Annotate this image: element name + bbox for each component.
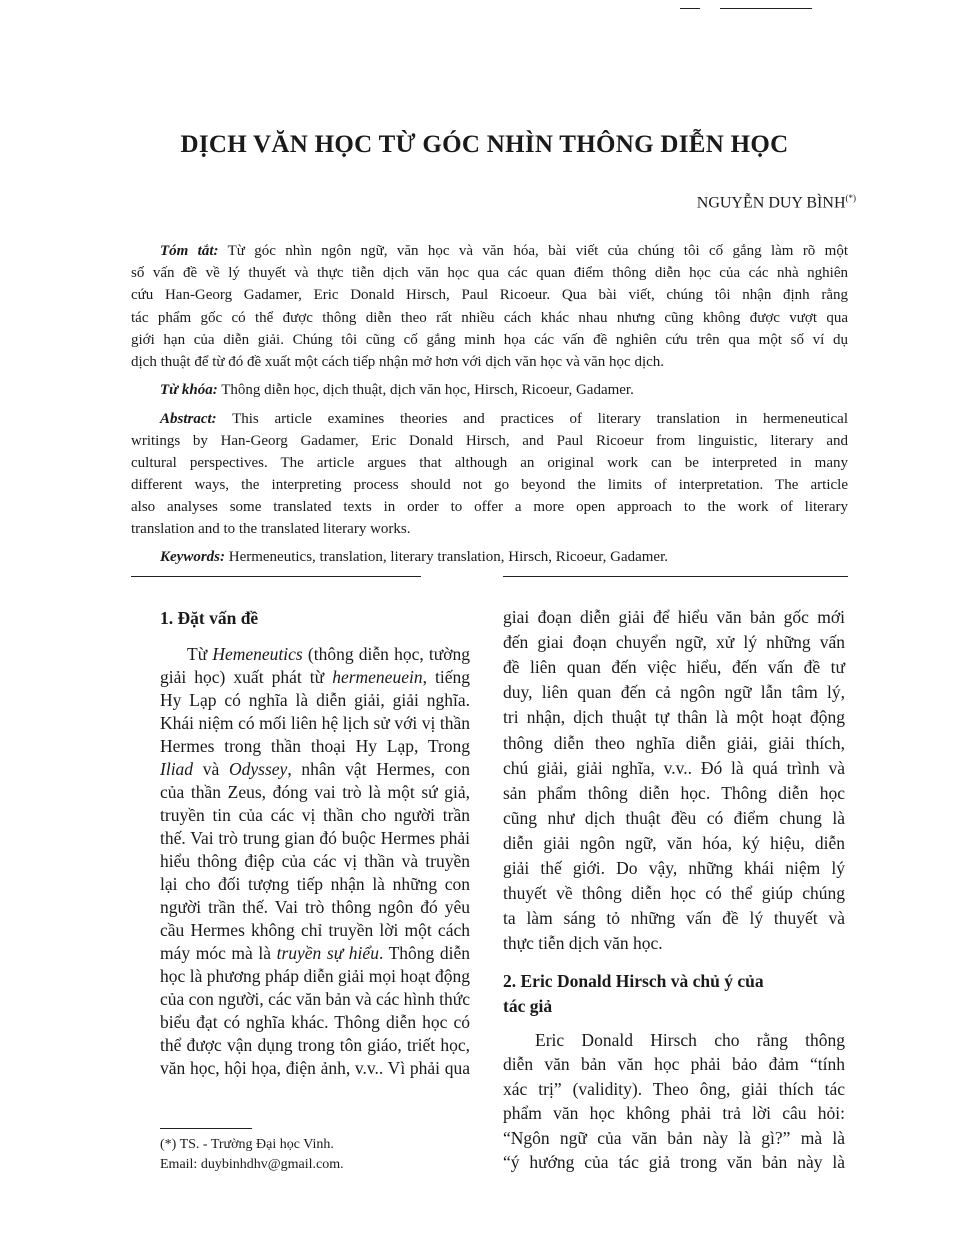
text-span: “ý hướng của tác giả trong văn bản này là [503,1152,845,1172]
body-line [160,851,470,872]
italic-text: Odyssey [229,759,288,779]
text-span: Eric Donald Hirsch cho rằng thông [535,1030,845,1050]
body-line [160,736,470,757]
text-span: cầu Hermes không chỉ truyền lời một cách [160,920,470,940]
abstract-vi-line [160,243,848,260]
page-title: DỊCH VĂN HỌC TỪ GÓC NHÌN THÔNG DIỄN HỌC [180,131,789,158]
text-span: văn học, hội họa, điện ảnh, v.v.. Vì phải qua [160,1058,470,1078]
text-span: dịch thuật để từ đó đề xuất một cách tiếp nhận mở hơn với dịch văn học và văn học dịch. [131,354,665,370]
text-span: different ways, the interpreting process should not go beyond the limits of interpretation. The article [131,477,848,493]
italic-text: Iliad [160,759,194,779]
abstract-rule-right [503,576,848,577]
text-span: Từ [187,644,213,664]
section-1-heading: 1. Đặt vấn đề [160,608,259,628]
text-span: cứu Han-Georg Gadamer, Eric Donald Hirsch, Paul Ricoeur. Qua bài viết, chúng tôi nhận định rằng [131,287,848,304]
text-span: xác trị” (validity). Theo ông, giải thích tác [503,1078,845,1099]
body-line [503,883,845,904]
body-line [160,943,470,964]
abstract-vi-line [131,332,848,349]
body-line [160,759,470,780]
body-line [160,667,470,688]
text-span: thuyết về thông diễn học có thể giúp chúng [503,883,845,904]
text-span: cũng như dịch thuật đều có điểm chung là [503,807,845,828]
body-line [503,1079,845,1100]
abstract-en-line [131,433,848,450]
text-span: số vấn đề về lý thuyết và thực tiễn dịch văn học qua các quan điểm thông diễn học của các nhà nghiên [131,265,848,282]
body-line [503,933,845,954]
text-span: Thông diễn học, dịch thuật, dịch văn học, Hirsch, Ricoeur, Gadamer. [217,382,634,398]
abstract-en-line [160,411,848,428]
body-line [160,874,470,895]
text-span: đến giai đoạn chuyển ngữ, xử lý những vấn [503,632,845,653]
header-rule-short [680,8,700,9]
text-span: thế. Vai trò trung gian đó buộc Hermes phải [160,828,470,848]
text-span: “Ngôn ngữ của văn bản này là gì?” mà là [503,1127,845,1148]
body-line [503,707,845,728]
text-span: giải thế giới. Do vậy, những khái niệm lý [503,858,845,878]
author-footnote-mark: (*) [845,193,856,203]
text-span: của thần Zeus, đóng vai trò là một sứ giả, [160,782,470,802]
text-span: translation and to the translated literary works. [131,521,411,537]
body-line [160,989,470,1010]
italic-text: hermeneuein [332,667,423,687]
body-line [503,657,845,678]
text-span: thể được vận dụng trong tôn giáo, triết học, [160,1035,470,1055]
body-line [160,713,470,734]
body-line [160,1012,470,1033]
body-line [503,858,845,879]
text-span: giải học) xuất phát từ [160,667,333,687]
body-line [503,783,845,804]
text-span: diễn giải ngôn ngữ, văn hóa, ký hiệu, diễn [503,832,845,853]
section-2-heading: 2. Eric Donald Hirsch và chủ ý của [503,971,764,991]
author-name: NGUYỄN DUY BÌNH [696,194,846,212]
text-span: chú giải, giải nghĩa, v.v.. Đó là quá trình và [503,757,845,778]
body-line [503,682,845,703]
text-span: học là phương pháp diễn giải mọi hoạt động [160,966,470,986]
text-span: Từ góc nhìn ngôn ngữ, văn học và văn hóa, bài viết của chúng tôi cố gắng làm rõ một [218,243,848,259]
body-line [187,644,470,665]
label-text: Từ khóa: [160,382,218,398]
text-span: biểu đạt có nghĩa khác. Thông diễn học có [160,1012,470,1032]
body-line [535,1030,845,1051]
text-span: Khái niệm có mối liên hệ lịch sử với vị thần [160,713,470,733]
text-span: sản phẩm thông diễn học. Thông diễn học [503,782,845,803]
body-line [503,833,845,854]
footnote-rule [160,1128,252,1129]
body-line [160,897,470,918]
text-span: người trần thế. Vai trò thông ngôn đó yêu [160,897,470,917]
abstract-en-line [131,499,848,516]
body-line [503,1152,845,1173]
keywords-en-line [160,549,848,566]
text-span: . Thông diễn [378,943,470,963]
body-line [503,908,845,929]
abstract-vi-line [131,287,848,304]
text-span: tác phẩm gốc có thể được thông diễn theo rất nhiều cách khác nhau nhưng cũng không được vượt qua [131,309,848,326]
body-line [160,1058,470,1079]
abstract-vi-line [131,354,848,371]
text-span: diễn văn bản văn học phải bảo đảm “tính [503,1054,845,1075]
label-text: Tóm tắt: [160,243,219,259]
body-line [503,1128,845,1149]
body-line [160,966,470,987]
text-span: giới hạn của diễn giải. Chúng tôi cũng cố gắng minh họa các vấn đề nghiên cứu trên qua một số ví dụ [131,331,848,348]
label-text: Abstract: [160,411,217,427]
text-span: lại cho đối tượng tiếp nhận là những con [160,874,470,894]
header-rule-long [720,8,812,9]
text-span: giai đoạn diễn giải để hiểu văn bản gốc mới [503,607,845,627]
text-span: phẩm văn học không phải trả lời câu hỏi: [503,1103,845,1124]
text-span: đề liên quan đến việc hiểu, đến vấn đề tư [503,657,845,678]
text-span: máy móc mà là [160,943,277,963]
section-2-heading-cont: tác giả [503,996,553,1016]
abstract-en-line [131,477,848,494]
text-span: thực tiễn dịch văn học. [503,933,663,954]
text-span: Hy Lạp có nghĩa là diễn giải, giải nghĩa. [160,690,470,710]
text-span: also analyses some translated texts in order to offer a more open approach to the work of literary [131,499,848,515]
keywords-vi-line [160,382,848,399]
text-span: , tiếng [422,667,470,687]
body-line [503,607,845,628]
text-span: truyền tin của các vị thần cho người trần [160,805,470,825]
text-span: duy, liên quan đến cả ngôn ngữ lẫn tâm lý, [503,682,845,703]
italic-text: truyền sự hiểu [276,943,379,963]
text-span: This article examines theories and practices of literary translation in hermeneutical [216,411,848,427]
body-line [160,690,470,711]
body-line [160,1035,470,1056]
text-span: cultural perspectives. The article argues that although an original work can be interpreted in many [131,455,848,471]
abstract-en-line [131,521,848,538]
text-span: của con người, các văn bản và các hình thức [160,989,471,1009]
body-line [503,1054,845,1075]
text-span: Hermeneutics, translation, literary translation, Hirsch, Ricoeur, Gadamer. [225,549,669,565]
text-span: và [193,759,229,779]
body-line [160,805,470,826]
author [697,193,856,212]
abstract-vi-line [131,310,848,327]
body-line [503,1103,845,1124]
body-line [503,733,845,754]
body-line [503,632,845,653]
text-span: , nhân vật Hermes, con [287,759,470,779]
text-span: ta làm sáng tỏ những vấn đề lý thuyết và [503,908,845,929]
abstract-vi-line [131,265,848,282]
footnote-affiliation: (*) TS. - Trường Đại học Vinh. [160,1137,334,1152]
body-line [503,758,845,779]
text-span: Hermes trong thần thoại Hy Lạp, Trong [160,736,470,756]
body-line [503,808,845,829]
text-span: writings by Han-Georg Gadamer, Eric Donald Hirsch, and Paul Ricoeur from linguistic, literary and [131,433,848,449]
body-line [160,828,470,849]
italic-text: Hemeneutics [212,644,303,664]
body-line [160,920,470,941]
abstract-rule-left [131,576,421,577]
text-span: hiểu thông điệp của các vị thần và truyền [160,851,470,871]
body-line [160,782,470,803]
text-span: (thông diễn học, tường [302,644,470,664]
footnote-email: Email: duybinhdhv@gmail.com. [160,1157,344,1172]
text-span: thông diễn theo nghĩa diễn giải, giải thích, [503,732,845,753]
abstract-en-line [131,455,848,472]
label-text: Keywords: [160,549,225,565]
text-span: tri nhận, dịch thuật tự thân là một hoạt động [503,707,845,728]
